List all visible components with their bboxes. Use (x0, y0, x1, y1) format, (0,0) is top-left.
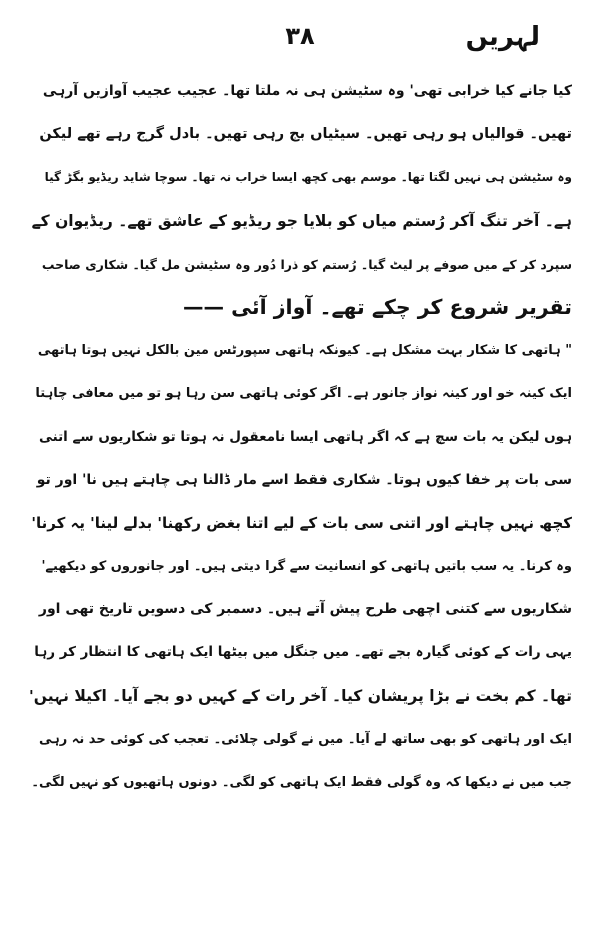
text-line: وہ کرنا۔ یہ سب باتیں ہاتھی کو انسانیت سے گرا دیتی ہیں۔ اور جانوروں کو دیکھیے' (41, 559, 572, 575)
text-line: سپرد کر کے میں صوفے پر لیٹ گیا۔ رُستم کو ذرا دُور وہ سٹیشن مل گیا۔ شکاری صاحب (41, 256, 572, 272)
text-line: کچھ نہیں چاہتے اور اتنی سی بات کے لیے اتنا بغض رکھنا' بدلے لینا' یہ کرنا' (31, 513, 572, 532)
text-line: ایک اور ہاتھی کو بھی ساتھ لے آیا۔ میں نے گولی چلائی۔ تعجب کی کوئی حد نہ رہی (39, 731, 572, 747)
running-title: لہریں (465, 22, 540, 52)
text-line: شکاریوں سے کتنی اچھی طرح پیش آتے ہیں۔ دسمبر کی دسویں تاریخ تھی اور (38, 601, 572, 618)
text-line: تھا۔ کم بخت نے بڑا پریشان کیا۔ آخر رات کے کہیں دو بجے آیا۔ اکیلا نہیں' (29, 686, 572, 705)
text-line: کیا جانے کیا خرابی تھی' وہ سٹیشن ہی نہ ملتا تھا۔ عجیب عجیب آوازیں آرہی (42, 83, 572, 99)
text-line: ہے۔ آخر تنگ آکر رُستم میاں کو بلایا جو ریڈیو کے عاشق تھے۔ ریڈیوان کے (31, 211, 572, 230)
text-line: " ہاتھی کا شکار بہت مشکل ہے۔ کیونکہ ہاتھی سپورٹس مین بالکل نہیں ہوتا ہاتھی (37, 343, 572, 359)
text-line: جب میں نے دیکھا کہ وہ گولی فقط ایک ہاتھی کو لگی۔ دونوں ہاتھیوں کو نہیں لگی۔ (31, 775, 572, 790)
text-line: ہوں لیکن یہ بات سچ ہے کہ اگر ہاتھی ایسا نامعقول نہ ہوتا تو شکاریوں سے اتنی (38, 428, 572, 445)
body-text (28, 70, 572, 804)
text-line: یہی رات کے کوئی گیارہ بجے تھے۔ میں جنگل میں بیٹھا ایک ہاتھی کا انتظار کر رہا (34, 644, 572, 661)
page-number: ۳۸ (285, 22, 315, 50)
text-line: وہ سٹیشن ہی نہیں لگتا تھا۔ موسم بھی کچھ ایسا خراب نہ تھا۔ سوچا شاید ریڈیو بگڑ گیا (44, 170, 572, 185)
text-line: تھیں۔ قوالیاں ہو رہی تھیں۔ سیٹیاں بج رہی تھیں۔ بادل گرج رہے تھے لیکن (39, 126, 572, 143)
text-line: ایک کینہ خو اور کینہ نواز جانور ہے۔ اگر کوئی ہاتھی سن رہا ہو تو میں معافی چاہتا (35, 386, 572, 402)
text-line: سی بات پر خفا کیوں ہوتا۔ شکاری فقط اسے مار ڈالنا ہی چاہتے ہیں نا' اور تو (36, 471, 572, 488)
page-header (40, 14, 560, 62)
text-line: تقریر شروع کر چکے تھے۔ آواز آئی —— (183, 294, 572, 319)
